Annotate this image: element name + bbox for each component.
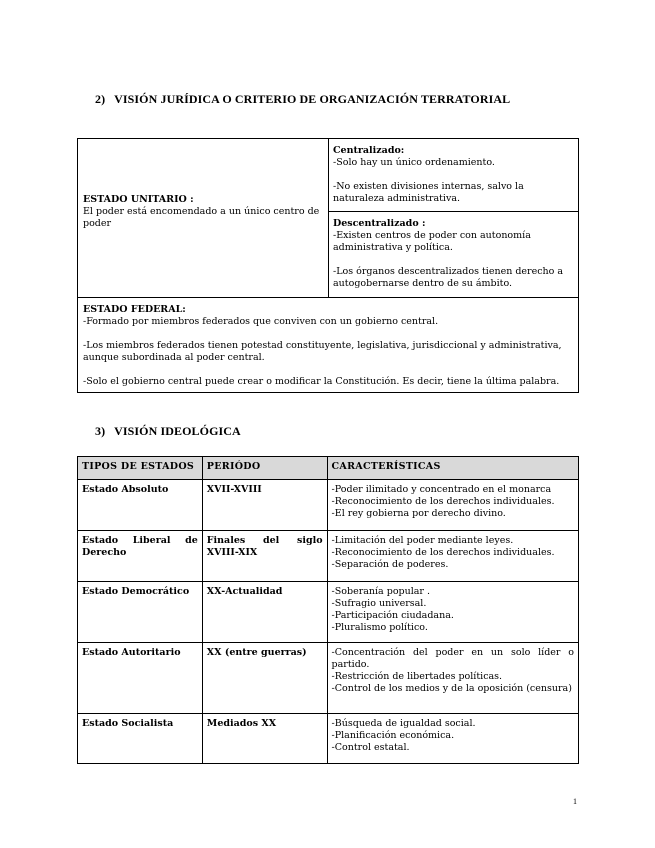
caracteristica-item: -Poder ilimitado y concentrado en el monarca	[331, 484, 552, 495]
caracteristica-item: -Reconocimiento de los derechos individuales.	[331, 496, 555, 507]
estado-federal-item: -Formado por miembros federados que conviven con un gobierno central.	[83, 316, 439, 327]
caracteristica-item: -Reconocimiento de los derechos individuales.	[331, 547, 555, 558]
table-row	[78, 480, 579, 531]
estado-federal-item: -Solo el gobierno central puede crear o modificar la Constitución. Es decir, tiene la última palabra.	[83, 376, 560, 387]
estado-unitario-title: ESTADO UNITARIO :	[83, 194, 194, 205]
estado-unitario-text: El poder está encomendado a un único centro de poder	[83, 206, 320, 229]
tipo-cell: Estado Liberal de Derecho	[78, 531, 203, 582]
caracteristica-item: -Búsqueda de igualdad social.	[331, 718, 476, 729]
periodo-cell: XX-Actualidad	[202, 582, 327, 643]
centralizado-item: -Solo hay un único ordenamiento.	[333, 157, 495, 168]
periodo-cell: Finales del siglo XVIII-XIX	[202, 531, 327, 582]
caracteristicas-cell	[327, 480, 578, 531]
caracteristica-item: -El rey gobierna por derecho divino.	[331, 508, 506, 519]
caracteristicas-cell	[327, 714, 578, 764]
descentralizado-title: Descentralizado :	[333, 218, 426, 229]
caracteristica-item: -Soberanía popular .	[331, 586, 431, 597]
tipo-cell: Estado Absoluto	[78, 480, 203, 531]
table-row	[78, 643, 579, 714]
header-tipos: TIPOS DE ESTADOS	[78, 457, 203, 480]
estado-federal-title: ESTADO FEDERAL:	[83, 304, 186, 315]
header-caracteristicas: CARACTERÍSTICAS	[327, 457, 578, 480]
header-periodo: PERIÓDO	[202, 457, 327, 480]
ideological-states-table	[77, 456, 579, 764]
estado-federal-cell	[78, 297, 578, 392]
caracteristica-item: -Control estatal.	[331, 742, 410, 753]
section-3-number: 3)	[95, 424, 106, 438]
caracteristica-item: -Participación ciudadana.	[331, 610, 454, 621]
periodo-cell: XVII-XVIII	[202, 480, 327, 531]
estado-federal-item: -Los miembros federados tienen potestad constituyente, legislativa, jurisdiccional y administrativa, aunque subordinada al poder central.	[83, 340, 562, 363]
section-2-heading	[95, 92, 510, 107]
centralizado-item: -No existen divisiones internas, salvo la naturaleza administrativa.	[333, 181, 524, 204]
tipo-cell: Estado Autoritario	[78, 643, 203, 714]
page-number: 1	[573, 797, 577, 806]
caracteristica-item: -Pluralismo político.	[331, 622, 428, 633]
table-row	[78, 582, 579, 643]
section-3-title: VISIÓN IDEOLÓGICA	[114, 424, 241, 438]
caracteristica-item: -Limitación del poder mediante leyes.	[331, 535, 514, 546]
estado-unitario-cell	[78, 139, 329, 297]
caracteristica-item: -Control de los medios y de la oposición (censura)	[331, 683, 572, 694]
territorial-organization-table	[77, 138, 579, 393]
caracteristicas-cell	[327, 531, 578, 582]
table-header-row	[78, 457, 579, 480]
caracteristica-item: -Concentración del poder en un solo líder o partido.	[331, 647, 574, 670]
tipo-cell: Estado Socialista	[78, 714, 203, 764]
section-3-heading	[95, 424, 241, 439]
periodo-cell: Mediados XX	[202, 714, 327, 764]
caracteristica-item: -Separación de poderes.	[331, 559, 449, 570]
tipo-cell: Estado Democrático	[78, 582, 203, 643]
section-2-title: VISIÓN JURÍDICA O CRITERIO DE ORGANIZACIÓN TERRATORIAL	[114, 92, 511, 106]
centralizado-title: Centralizado:	[333, 145, 405, 156]
descentralizado-item: -Existen centros de poder con autonomía administrativa y política.	[333, 230, 531, 253]
descentralizado-cell	[329, 212, 578, 297]
caracteristica-item: -Planificación económica.	[331, 730, 455, 741]
periodo-cell: XX (entre guerras)	[202, 643, 327, 714]
caracteristica-item: -Restricción de libertades políticas.	[331, 671, 503, 682]
section-2-number: 2)	[95, 92, 106, 106]
caracteristica-item: -Sufragio universal.	[331, 598, 427, 609]
descentralizado-item: -Los órganos descentralizados tienen derecho a autogobernarse dentro de su ámbito.	[333, 266, 564, 289]
centralizado-cell	[329, 139, 578, 212]
table-row	[78, 714, 579, 764]
caracteristicas-cell	[327, 643, 578, 714]
table-row	[78, 531, 579, 582]
caracteristicas-cell	[327, 582, 578, 643]
